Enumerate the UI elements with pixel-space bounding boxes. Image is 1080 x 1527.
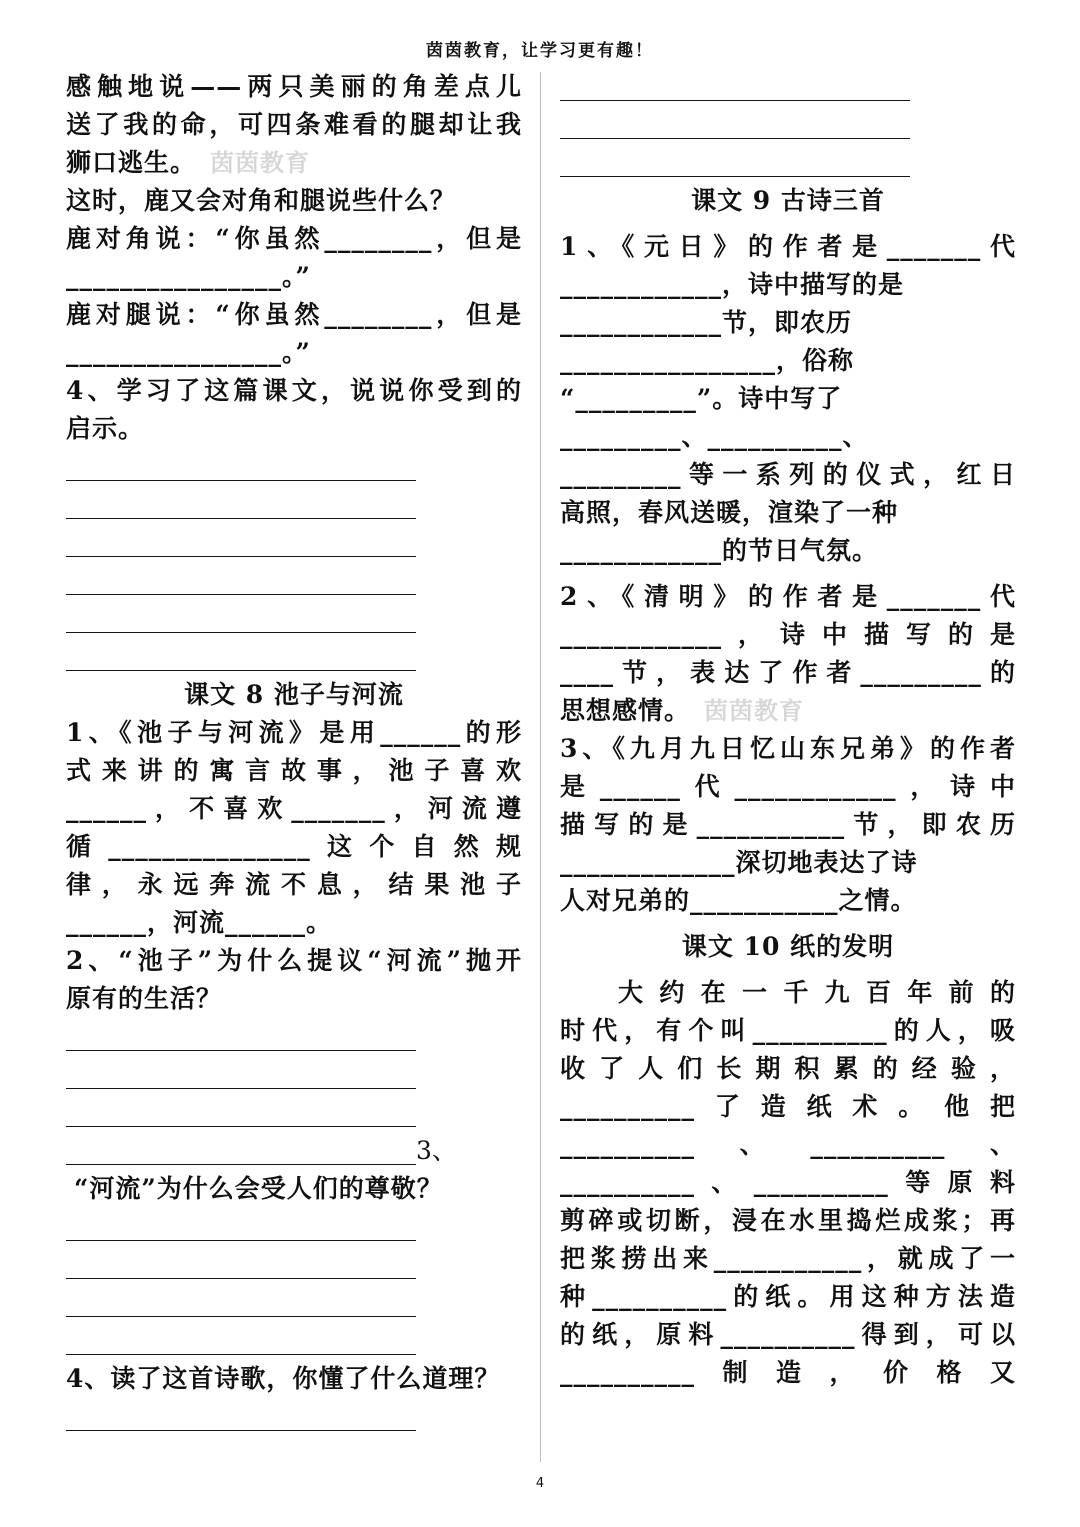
answer-blank[interactable]: ____________________________ — [66, 1098, 416, 1127]
answer-blank[interactable]: ____________________________ — [560, 72, 910, 101]
question-line: “河流”为什么会受人们的尊敬？ — [74, 1174, 443, 1203]
question-line: 剪碎或切断，浸在水里捣烂成浆；再 — [560, 1206, 1016, 1235]
answer-blank[interactable]: ____________________________ — [66, 1250, 416, 1279]
spacer — [560, 920, 1016, 928]
watermark: 茵茵教育 — [210, 148, 311, 177]
text-line: 送了我的命，可四条难看的腿却让我 — [66, 110, 522, 139]
question-line: 1、《池子与河流》是用______的形 — [66, 718, 522, 747]
question-line: 4、读了这首诗歌，你懂了什么道理？ — [66, 1364, 501, 1393]
answer-blank[interactable]: ____________________________ — [66, 490, 416, 519]
page-header: 茵茵教育，让学习更有趣！ — [426, 41, 654, 61]
text-line: 这时，鹿又会对角和腿说些什么？ — [66, 186, 457, 215]
answer-blank[interactable]: ____________________________ — [66, 1022, 416, 1051]
answer-blank[interactable]: ____________________________ — [66, 1326, 416, 1355]
question-line: _________等一系列的仪式，红日 — [560, 460, 1016, 489]
question-line: 种__________的纸。用这种方法造 — [560, 1282, 1016, 1311]
answer-blank[interactable]: ____________________________3、 — [66, 1136, 457, 1165]
question-line: 大约在一千九百年前的 — [618, 978, 1016, 1007]
question-line: 时代，有个叫__________的人，吸 — [560, 1016, 1016, 1045]
text-line — [66, 144, 522, 182]
answer-blank[interactable]: ____________________________ — [66, 452, 416, 481]
question-line: 3、《九月九日忆山东兄弟》的作者 — [560, 734, 1016, 763]
question-line: 原有的生活？ — [66, 984, 223, 1013]
question-line: 律，永远奔流不息，结果池子 — [66, 870, 522, 899]
answer-blank[interactable]: ____________________________ — [560, 148, 910, 177]
question-line: 高照，春风送暖，渲染了一种 — [560, 498, 899, 527]
question-line: 启示。 — [66, 414, 145, 443]
question-line: ____________，诗中描写的是 — [560, 620, 1016, 649]
left-column — [66, 68, 522, 1436]
question-line: 把浆捞出来___________，就成了一 — [560, 1244, 1016, 1273]
question-line: 2、《清明》的作者是_______代 — [560, 582, 1016, 611]
question-line: __________、__________、 — [560, 1130, 1016, 1159]
text-line: 鹿对腿说：“你虽然________，但是 — [66, 300, 522, 329]
text-line: 鹿对角说：“你虽然________，但是 — [66, 224, 522, 253]
question-line: ____节，表达了作者_________的 — [560, 658, 1016, 687]
text-line: 感触地说——两只美丽的角差点儿 — [66, 72, 522, 101]
text-segment: 狮口逃生。 — [66, 148, 197, 177]
question-line: “_________”。诗中写了 — [560, 384, 843, 413]
answer-blank[interactable]: ____________________________ — [66, 1288, 416, 1317]
column-divider — [540, 72, 541, 1462]
page-number: 4 — [535, 1476, 545, 1491]
answer-blank[interactable]: ____________________________ — [66, 1212, 416, 1241]
question-line: 2、“池子”为什么提议“河流”抛开 — [66, 946, 522, 975]
section-title: 课文 9 古诗三首 — [691, 186, 885, 215]
answer-blank[interactable]: ____________________________ — [66, 1402, 416, 1431]
spacer — [560, 966, 1016, 974]
question-line: ______，河流______。 — [66, 908, 333, 937]
question-line: _____________深切地表达了诗 — [560, 848, 918, 877]
spacer — [560, 570, 1016, 578]
question-line: __________制造，价格又 — [560, 1358, 1016, 1387]
right-column — [560, 68, 1016, 1392]
question-line: 循_______________这个自然规 — [66, 832, 522, 861]
question-line: 式来讲的寓言故事，池子喜欢 — [66, 756, 522, 785]
text-line: ________________。” — [66, 338, 311, 367]
answer-blank[interactable]: ____________________________ — [66, 566, 416, 595]
text-segment: 思想感情。 — [560, 696, 691, 725]
question-line: _________、__________、 — [560, 422, 869, 451]
answer-blank[interactable]: ____________________________ — [66, 1060, 416, 1089]
answer-blank[interactable]: ____________________________ — [66, 528, 416, 557]
question-line: 是______代____________，诗中 — [560, 772, 1016, 801]
question-line: 1、《元日》的作者是_______代 — [560, 232, 1016, 261]
question-line: 的纸，原料__________得到，可以 — [560, 1320, 1016, 1349]
text-line: ________________。” — [66, 262, 311, 291]
question-line: 描写的是___________节，即农历 — [560, 810, 1016, 839]
question-line: __________了造纸术。他把 — [560, 1092, 1016, 1121]
section-title: 课文 10 纸的发明 — [681, 932, 895, 961]
spacer — [560, 220, 1016, 228]
section-title: 课文 8 池子与河流 — [184, 680, 404, 709]
question-line: 收了人们长期积累的经验， — [560, 1054, 1016, 1083]
question-line: ____________，诗中描写的是 — [560, 270, 905, 299]
answer-blank[interactable]: ____________________________ — [66, 604, 416, 633]
question-line: ______，不喜欢_______，河流遵 — [66, 794, 522, 823]
question-line: 人对兄弟的___________之情。 — [560, 886, 917, 915]
watermark: 茵茵教育 — [704, 696, 805, 725]
question-line: __________、__________等原料 — [560, 1168, 1016, 1197]
answer-blank[interactable]: ____________________________ — [560, 110, 910, 139]
question-line: ________________，俗称 — [560, 346, 855, 375]
question-line: ____________节，即农历 — [560, 308, 853, 337]
answer-blank[interactable]: ____________________________ — [66, 642, 416, 671]
question-line: 4、学习了这篇课文，说说你受到的 — [66, 376, 522, 405]
question-line — [560, 692, 1016, 730]
question-line: ____________的节日气氛。 — [560, 536, 879, 565]
